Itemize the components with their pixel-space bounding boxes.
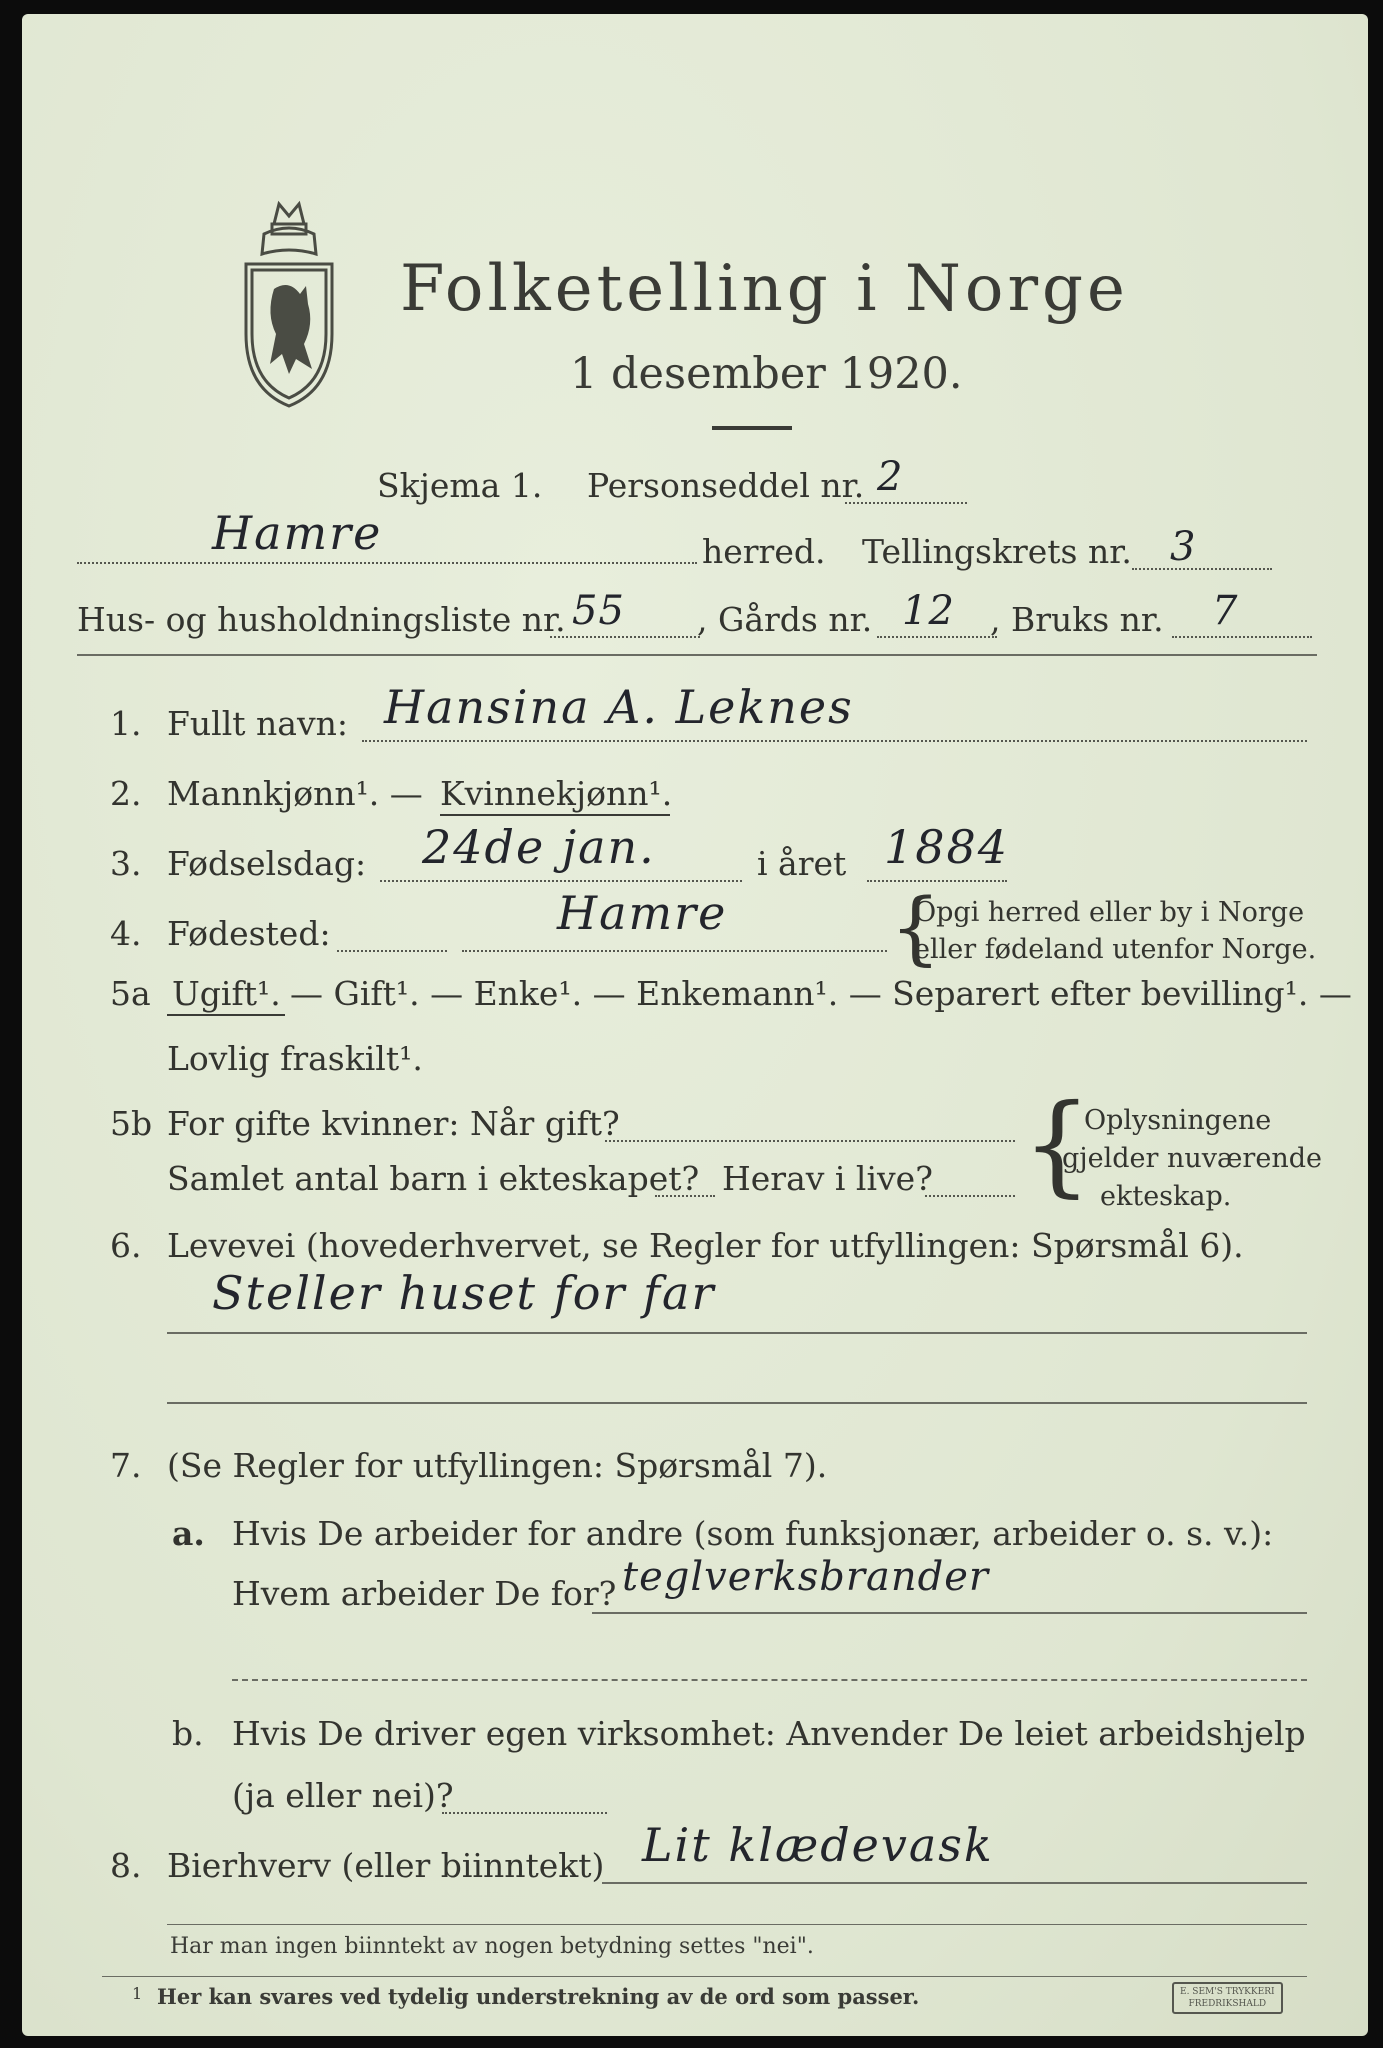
hus-value[interactable]: 55 [572, 588, 625, 634]
q4-field-line-b [462, 950, 887, 952]
q3-year-label: i året [757, 844, 847, 883]
q7a-letter: a. [172, 1514, 205, 1553]
q5a-number: 5a [110, 974, 151, 1013]
q6-number: 6. [110, 1226, 142, 1265]
q1-number: 1. [110, 704, 142, 743]
gards-field-line [877, 636, 997, 638]
printer-stamp-line-2: FREDRIKSHALD [1188, 1999, 1267, 2009]
hus-label: Hus- og husholdningsliste nr. [77, 600, 566, 639]
q7-label: (Se Regler for utfyllingen: Spørsmål 7). [167, 1446, 828, 1485]
gards-value[interactable]: 12 [902, 588, 955, 634]
q6-label: Levevei (hovederhvervet, se Regler for utfyllingen: Spørsmål 6). [167, 1226, 1244, 1265]
q3-birth-year-value[interactable]: 1884 [884, 820, 1010, 874]
q2-number: 2. [110, 774, 142, 813]
personseddel-value[interactable]: 2 [877, 454, 904, 500]
footer-note: Har man ingen biinntekt av nogen betydning settes "nei". [170, 1934, 814, 1959]
footnote-text: Her kan svares ved tydelig understrekning av de ord som passer. [157, 1984, 920, 2009]
q3-number: 3. [110, 844, 142, 883]
q5b-children-field-line [655, 1195, 715, 1197]
bruks-value[interactable]: 7 [1212, 588, 1239, 634]
q7a-field-line-1 [592, 1612, 1307, 1614]
census-form-sheet [22, 14, 1368, 2036]
tellingskrets-label: Tellingskrets nr. [862, 532, 1132, 571]
q5b-note-1: Oplysningene [1084, 1105, 1272, 1136]
tellingskrets-field-line [1132, 568, 1272, 570]
q5b-label-2: Samlet antal barn i ekteskapet? [167, 1159, 700, 1198]
personseddel-label: Personseddel nr. [587, 466, 865, 505]
q3-label: Fødselsdag: [167, 844, 367, 883]
q7a-line1: Hvis De arbeider for andre (som funksjonær, arbeider o. s. v.): [232, 1514, 1274, 1553]
q8-label: Bierhverv (eller biinntekt) [167, 1846, 605, 1885]
herred-field-line [77, 562, 697, 564]
skjema-label: Skjema 1. [377, 466, 543, 505]
q7a-employer-value[interactable]: teglverksbrander [622, 1554, 990, 1600]
q2-mannkjonn: Mannkjønn¹. — [167, 774, 423, 813]
printer-stamp-line-1: E. SEM'S TRYKKERI [1180, 1987, 1275, 1997]
bruks-label: , Bruks nr. [990, 600, 1164, 639]
q7b-field-line [442, 1812, 607, 1814]
q7b-line2: (ja eller nei)? [232, 1776, 454, 1815]
footnote-mark: 1 [132, 1984, 143, 2003]
printer-stamp [1172, 1982, 1283, 2014]
hus-field-line [550, 636, 700, 638]
q4-field-line-a [337, 950, 447, 952]
census-date: 1 desember 1920. [570, 349, 963, 399]
q5b-number: 5b [110, 1104, 153, 1143]
q7b-letter: b. [172, 1714, 204, 1753]
personseddel-field-line [845, 502, 967, 504]
q5a-ugift: Ugift¹. [172, 974, 281, 1013]
footer-rule-1 [167, 1924, 1307, 1925]
herred-label: herred. [702, 532, 826, 571]
title-divider [712, 426, 792, 430]
q5b-label-1: For gifte kvinner: Når gift? [167, 1104, 620, 1143]
q5b-note-3: ekteskap. [1100, 1181, 1232, 1212]
q1-field-line [362, 740, 1307, 742]
q2-kvinnekjonn: Kvinnekjønn¹. [440, 774, 673, 813]
q4-note-1: Opgi herred eller by i Norge [914, 897, 1305, 928]
q3-birth-day-value[interactable]: 24de jan. [422, 820, 656, 874]
coat-of-arms-icon [234, 194, 344, 414]
q6-field-line-1 [167, 1332, 1307, 1334]
q6-field-line-2 [167, 1402, 1307, 1404]
q4-label: Fødested: [167, 914, 331, 953]
q1-full-name-value[interactable]: Hansina A. Leknes [384, 680, 854, 734]
q1-label: Fullt navn: [167, 704, 348, 743]
q4-number: 4. [110, 914, 142, 953]
q3-day-field-line [380, 880, 742, 882]
tellingskrets-value[interactable]: 3 [1170, 524, 1197, 570]
q2-kvinnekjonn-underline [440, 814, 670, 816]
q7a-field-line-2 [232, 1679, 1307, 1681]
q5a-ugift-underline [167, 1014, 285, 1016]
herred-value[interactable]: Hamre [212, 506, 383, 560]
q5b-brace: { [1022, 1080, 1092, 1208]
q5b-label-3: Herav i live? [722, 1159, 933, 1198]
q8-side-income-value[interactable]: Lit klædevask [642, 1818, 994, 1872]
q5b-alive-field-line [925, 1195, 1015, 1197]
q8-number: 8. [110, 1846, 142, 1885]
form-title: Folketelling i Norge [400, 252, 1129, 326]
bruks-field-line [1172, 636, 1312, 638]
gards-label: , Gårds nr. [697, 600, 873, 639]
q5b-married-field-line [605, 1140, 1015, 1142]
q6-occupation-value[interactable]: Steller huset for far [212, 1266, 716, 1320]
q4-note-2: eller fødeland utenfor Norge. [914, 934, 1317, 965]
q7-number: 7. [110, 1446, 142, 1485]
q5a-line2: Lovlig fraskilt¹. [167, 1039, 423, 1078]
q4-birthplace-value[interactable]: Hamre [557, 886, 728, 940]
q8-field-line [602, 1882, 1307, 1884]
q7b-line1: Hvis De driver egen virksomhet: Anvender De leiet arbeidshjelp [232, 1714, 1306, 1753]
q7a-line2: Hvem arbeider De for? [232, 1574, 617, 1613]
q5b-note-2: gjelder nuværende [1062, 1143, 1322, 1174]
q4-brace: { [890, 881, 941, 974]
q5a-status-options: — Gift¹. — Enke¹. — Enkemann¹. — Separert efter bevilling¹. — [290, 974, 1352, 1013]
header-rule [77, 654, 1317, 656]
footer-rule-2 [102, 1976, 1307, 1977]
